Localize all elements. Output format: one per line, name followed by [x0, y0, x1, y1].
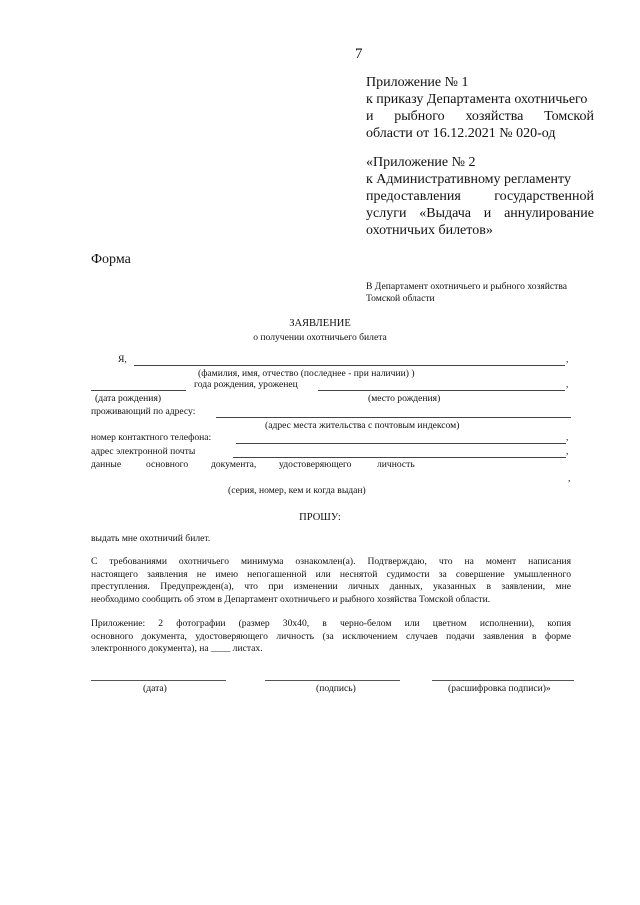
comma: ,	[566, 432, 569, 443]
appendix-2-line: «Приложение № 2	[366, 155, 476, 170]
recipient-line-1: В Департамент охотничьего и рыбного хозяйства	[366, 281, 568, 292]
birth-place-input[interactable]	[318, 390, 565, 391]
doc-word: личность	[377, 459, 415, 470]
paragraph-line: С требованиями охотничьего минимума ознакомлен(а). Подтверждаю, что на момент написания	[91, 556, 571, 567]
doc-word: данные	[91, 459, 122, 470]
paragraph-line: основного документа, удостоверяющего личность (за исключением случаев подачи заявления в форме	[91, 630, 571, 642]
appendix-1-line: и рыбного хозяйства Томской	[366, 109, 594, 124]
birth-place-hint: (место рождения)	[368, 393, 441, 404]
signature-line[interactable]	[265, 680, 400, 681]
paragraph-line: преступления. Предупрежден(а), что при изменении личных данных, указанных в заявлении, мне	[91, 581, 571, 592]
comma: ,	[566, 354, 569, 365]
paragraph-line: настоящего заявления не имею непогашенной или неснятой судимости за совершение умышленного	[91, 568, 571, 580]
paragraph-declaration	[91, 556, 571, 606]
paragraph-line: Приложение: 2 фотографии (размер 30x40, в черно-белом или цветном исполнении), копия	[91, 618, 571, 629]
comma: ,	[566, 379, 569, 390]
phone-label: номер контактного телефона:	[91, 432, 212, 443]
paragraph-line: электронного документа), на ____ листах.	[91, 643, 263, 654]
doc-hint: (серия, номер, кем и когда выдан)	[228, 485, 366, 496]
document-title: ЗАЯВЛЕНИЕ	[289, 318, 351, 329]
doc-word: документа,	[211, 459, 257, 470]
signature-caption: (подпись)	[316, 683, 356, 694]
date-caption: (дата)	[143, 683, 167, 694]
recipient-block	[366, 281, 567, 305]
doc-word: основного	[146, 459, 189, 470]
request-title: ПРОШУ:	[299, 512, 341, 523]
comma: ,	[566, 446, 569, 457]
appendix-2-line: услуги «Выдача и аннулирование	[366, 206, 594, 221]
appendix-1-block	[366, 74, 594, 142]
birth-year-text: года рождения, уроженец	[194, 379, 298, 390]
comma: ,	[568, 473, 571, 484]
decoding-caption: (расшифровка подписи)»	[448, 683, 551, 694]
date-signature-line[interactable]	[91, 680, 226, 681]
birth-date-input[interactable]	[91, 390, 186, 391]
paragraph-attachments	[91, 618, 571, 656]
paragraph-line: необходимо сообщить об этом в Департамент охотничьего и рыбного хозяйства Томской области.	[91, 593, 491, 605]
appendix-2-line: к Административному регламенту	[366, 172, 571, 187]
address-input[interactable]	[216, 417, 571, 418]
appendix-1-line: Приложение № 1	[366, 75, 469, 90]
fio-hint: (фамилия, имя, отчество (последнее - при наличии) )	[198, 368, 415, 379]
email-label: адрес электронной почты	[91, 446, 196, 457]
appendix-2-line: охотничьих билетов»	[366, 223, 493, 238]
i-label: Я,	[118, 354, 127, 365]
form-label: Форма	[91, 252, 131, 267]
doc-word: удостоверяющего	[279, 459, 352, 470]
phone-input[interactable]	[236, 443, 566, 444]
appendix-1-line: к приказу Департамента охотничьего	[366, 92, 588, 107]
appendix-1-line: области от 16.12.2021 № 020-од	[366, 126, 556, 141]
address-hint: (адрес места жительства с почтовым индексом)	[265, 420, 460, 431]
page-number: 7	[355, 46, 363, 62]
birth-date-hint: (дата рождения)	[95, 393, 162, 404]
decoding-signature-line[interactable]	[432, 680, 574, 681]
address-label: проживающий по адресу:	[91, 406, 196, 417]
appendix-2-line: предоставления государственной	[366, 189, 594, 204]
document-subtitle: о получении охотничьего билета	[253, 332, 387, 343]
recipient-line-2: Томской области	[366, 293, 435, 304]
appendix-2-block	[366, 154, 594, 239]
fio-input[interactable]	[134, 365, 565, 366]
email-input[interactable]	[233, 457, 566, 458]
request-text: выдать мне охотничий билет.	[91, 533, 211, 544]
